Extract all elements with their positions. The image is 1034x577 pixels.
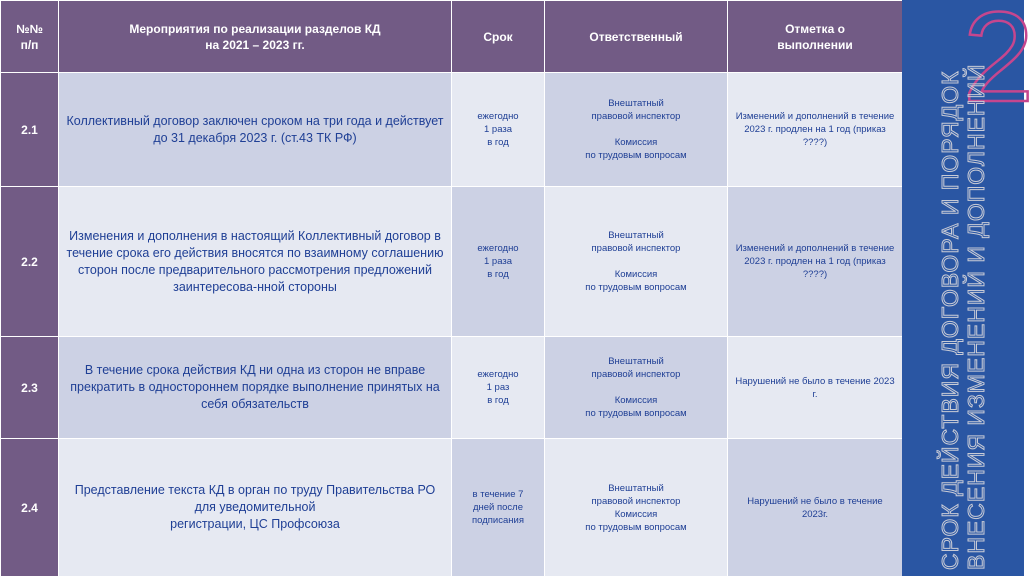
- table-row: [1, 337, 903, 439]
- row-responsible-text: Внештатный правовой инспектор Комиссия по трудовым вопросам: [585, 482, 687, 533]
- row-term-text: ежегодно 1 раза в год: [477, 111, 519, 148]
- row-mark-text: Нарушений не было в течение 2023 г.: [735, 375, 895, 400]
- row-mark-cell: [728, 187, 903, 337]
- header-responsible: Ответственный: [545, 1, 728, 73]
- row-mark-cell: [728, 73, 903, 187]
- row-term-text: ежегодно 1 раз в год: [477, 369, 519, 406]
- row-responsible-cell: [545, 187, 728, 337]
- row-responsible-text: Внештатный правовой инспектор Комиссия по трудовым вопросам: [585, 230, 687, 293]
- row-term-text: в течение 7 дней после подписания: [472, 489, 524, 526]
- header-term: Срок: [452, 1, 545, 73]
- row-event-text: Представление текста КД в орган по труду Правительства РО для уведомительной регистрации, ЦС Профсоюза: [74, 483, 436, 531]
- row-term-cell: [452, 73, 545, 187]
- header-event: Мероприятия по реализации разделов КД на 2021 – 2023 гг.: [59, 1, 452, 73]
- row-responsible-cell: [545, 439, 728, 577]
- section-title-line-2: ВНЕСЕНИЯ ИЗМЕНЕНИЙ И ДОПОЛНЕНИЙ: [963, 63, 989, 570]
- row-event-text: Коллективный договор заключен сроком на три года и действует до 31 декабря 2023 г. (ст.43 ТК РФ): [66, 113, 444, 145]
- table-row: [1, 73, 903, 187]
- row-event-cell: [59, 337, 452, 439]
- table-row: [1, 187, 903, 337]
- row-mark-text: Нарушений не было в течение 2023г.: [747, 495, 883, 520]
- row-term-cell: [452, 439, 545, 577]
- row-mark-cell: [728, 337, 903, 439]
- row-number: 2.2: [1, 187, 59, 337]
- row-responsible-cell: [545, 73, 728, 187]
- row-mark-cell: [728, 439, 903, 577]
- section-sidebar: [902, 0, 1034, 576]
- row-event-cell: [59, 73, 452, 187]
- row-term-text: ежегодно 1 раза в год: [477, 243, 519, 280]
- row-term-cell: [452, 337, 545, 439]
- row-number: 2.1: [1, 73, 59, 187]
- section-title-line-1: СРОК ДЕЙСТВИЯ ДОГОВОРА И ПОРЯДОК: [937, 70, 963, 570]
- row-number: 2.4: [1, 439, 59, 577]
- row-mark-text: Изменений и дополнений в течение 2023 г. продлен на 1 год (приказ ????): [735, 111, 895, 148]
- row-term-cell: [452, 187, 545, 337]
- table-header-row: [1, 1, 903, 73]
- row-event-text: В течение срока действия КД ни одна из сторон не вправе прекратить в одностороннем порядке выполнение принятых на себя обязательств: [70, 363, 440, 411]
- row-responsible-cell: [545, 337, 728, 439]
- row-mark-text: Изменений и дополнений в течение 2023 г. продлен на 1 год (приказ ????): [735, 243, 895, 280]
- row-event-cell: [59, 439, 452, 577]
- section-number: 2: [962, 0, 1034, 129]
- table-row: [1, 439, 903, 577]
- row-event-cell: [59, 187, 452, 337]
- header-mark: Отметка о выполнении: [728, 1, 903, 73]
- row-event-text: Изменения и дополнения в настоящий Коллективный договор в течение срока его действия вносятся по взаимному соглашению сторон после предварительного рассмотрения предложений заинтересова-нной стороны: [66, 228, 444, 294]
- row-responsible-text: Внештатный правовой инспектор Комиссия по трудовым вопросам: [585, 356, 687, 419]
- row-number: 2.3: [1, 337, 59, 439]
- row-responsible-text: Внештатный правовой инспектор Комиссия по трудовым вопросам: [585, 98, 687, 161]
- header-num: №№ п/п: [1, 1, 59, 73]
- section-vertical-title: [902, 0, 1024, 576]
